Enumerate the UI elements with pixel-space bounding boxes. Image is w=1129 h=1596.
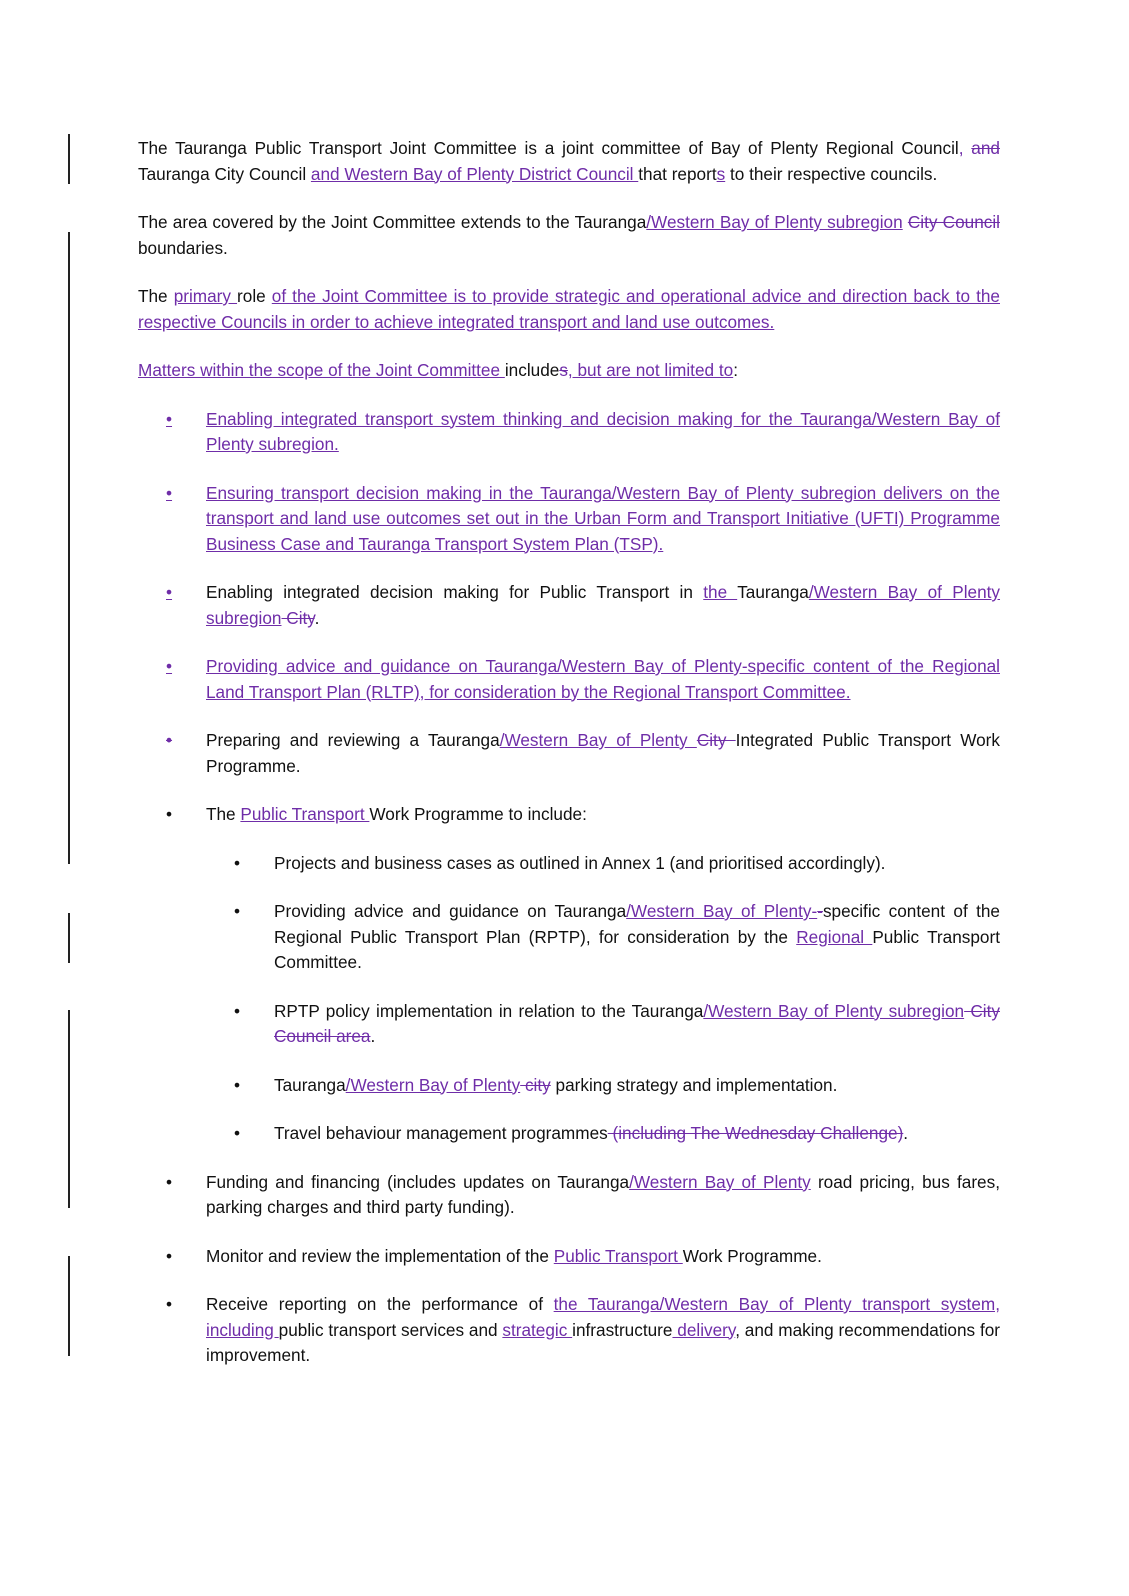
inserted-text: Regional [796,926,873,947]
change-bar [68,913,70,963]
text: boundaries. [138,237,228,258]
deleted-text: city [520,1074,551,1095]
sub-list-item [138,851,1000,877]
text: to their respective councils. [725,163,938,184]
text: . [370,1026,376,1046]
inserted-text: , but are not limited to [567,360,734,380]
bullet-icon: • [166,408,173,429]
list-item [138,654,1000,705]
text: . [314,607,320,628]
inserted-text: Ensuring transport decision making in the Tauranga/Western Bay of Plenty subregion delivers on the transport and land use outcomes set out in the Urban Form and Transport Initiative (UFTI) Programme Business Case and Tauranga Transport System Plan (TSP). [206,482,1000,554]
change-bar [68,134,70,184]
text: , and making recommendations for improvement. [206,1319,1000,1365]
bullet-icon: • [166,1245,173,1266]
inserted-text: delivery [672,1319,736,1340]
list-item [138,580,1000,631]
text: Tauranga City Council [138,163,311,184]
list-item [138,481,1000,558]
text: Tauranga [274,1074,346,1095]
bullet-icon: • [166,730,173,750]
deleted-text: City Council area [274,1000,1000,1046]
deleted-text: City [696,730,736,750]
sub-list-item [138,899,1000,976]
inserted-text: of the Joint Committee is to provide strategic and operational advice and direction back to the respective Councils in order to achieve integrated transport and land use outcomes. [138,286,1000,332]
paragraph-matters-scope [138,358,1000,384]
inserted-text: /Western Bay of Plenty subregion [703,1000,965,1021]
text: Projects and business cases as outlined in Annex 1 (and prioritised accordingly). [274,852,886,873]
deleted-text: s [559,360,568,380]
text: that report [638,163,717,184]
text: include [504,360,560,380]
inserted-text: Providing advice and guidance on Tauranga/Western Bay of Plenty-specific content of the Regional Land Transport Plan (RLTP), for consideration by the Regional Transport Committee. [206,656,1000,702]
bullet-icon: • [166,804,173,824]
text: Funding and financing (includes updates on Tauranga [206,1171,630,1192]
list-item [138,802,1000,828]
list-item [138,728,1000,779]
text: Public Transport Committee. [274,926,1000,972]
text: specific content of the Regional Public Transport Plan (RPTP), for consideration by the [274,901,1000,947]
text: Work Programme to include: [369,804,587,824]
paragraph-primary-role [138,284,1000,335]
list-item [138,1244,1000,1270]
bullet-icon: • [234,852,241,873]
text: : [733,360,738,380]
deleted-text: and [971,138,1000,158]
text: . [903,1123,909,1143]
list-item [138,407,1000,458]
document-body [138,136,1000,1369]
text: public transport services and [278,1319,503,1340]
text: The [138,286,174,306]
text: Work Programme. [682,1245,822,1266]
bullet-icon: • [234,1123,241,1143]
bullet-icon: • [166,1171,173,1192]
deleted-text: City Council [907,212,1000,232]
text: infrastructure [572,1319,673,1340]
inserted-text: /Western Bay of Plenty [345,1074,521,1095]
inserted-text: the Tauranga/Western Bay of Plenty transport system, including [206,1294,1000,1340]
sub-list-item [138,1073,1000,1099]
bullet-icon: • [234,1074,241,1095]
inserted-text: /Western Bay of Plenty subregion [646,212,903,232]
inserted-text: /Western Bay of Plenty [499,730,697,750]
inserted-text: /Western Bay of Plenty [629,1171,811,1192]
text: role [237,286,272,306]
text: Enabling integrated decision making for Public Transport in [206,582,704,602]
change-bar [68,1010,70,1208]
text: parking strategy and implementation. [550,1074,838,1095]
bullet-icon: • [166,482,173,503]
change-bar [68,1256,70,1356]
text: The [206,804,241,824]
bullet-icon: • [166,656,173,676]
text: Receive reporting on the performance of [206,1294,554,1314]
inserted-text: Public Transport [553,1245,683,1266]
text: Providing advice and guidance on Tauranga [274,901,627,921]
inserted-text: Public Transport [240,804,370,824]
text: The area covered by the Joint Committee extends to the Tauranga [138,212,647,232]
deleted-text: (including The Wednesday Challenge) [607,1123,904,1143]
deleted-text: City [281,607,315,628]
change-bar [68,232,70,864]
bullet-icon: • [234,1000,241,1021]
bullet-icon: • [166,582,173,602]
sub-list-item [138,999,1000,1050]
text: The Tauranga Public Transport Joint Committee is a joint committee of Bay of Plenty Regional Council [138,138,959,158]
inserted-text: Enabling integrated transport system thinking and decision making for the Tauranga/Western Bay of Plenty subregion. [206,408,1000,454]
inserted-text: strategic [502,1319,573,1340]
text: road pricing, bus fares, parking charges and third party funding). [206,1171,1000,1217]
text: Travel behaviour management programmes [274,1123,608,1143]
bullet-icon: • [166,1294,173,1314]
inserted-text: /Western Bay of Plenty- [626,901,818,921]
inserted-text: Matters within the scope of the Joint Committee [138,360,505,380]
text: Preparing and reviewing a Tauranga [206,730,500,750]
deleted-text: - [817,901,823,921]
list-item [138,1170,1000,1221]
sub-list-item [138,1121,1000,1147]
inserted-text: s [716,163,726,184]
bullet-icon: • [234,901,241,921]
text: Integrated Public Transport Work Programme. [206,730,1000,776]
text: Monitor and review the implementation of the [206,1245,554,1266]
paragraph-area-covered [138,210,1000,261]
list-item [138,1292,1000,1369]
inserted-text: the [703,582,738,602]
inserted-text: /Western Bay of Plenty subregion [206,582,1001,628]
inserted-text: primary [173,286,238,306]
text: Tauranga [737,582,809,602]
paragraph-committee-definition [138,136,1000,187]
text: RPTP policy implementation in relation to the Tauranga [274,1000,704,1021]
inserted-text: and Western Bay of Plenty District Council [310,163,639,184]
inserted-text: , [958,138,964,158]
